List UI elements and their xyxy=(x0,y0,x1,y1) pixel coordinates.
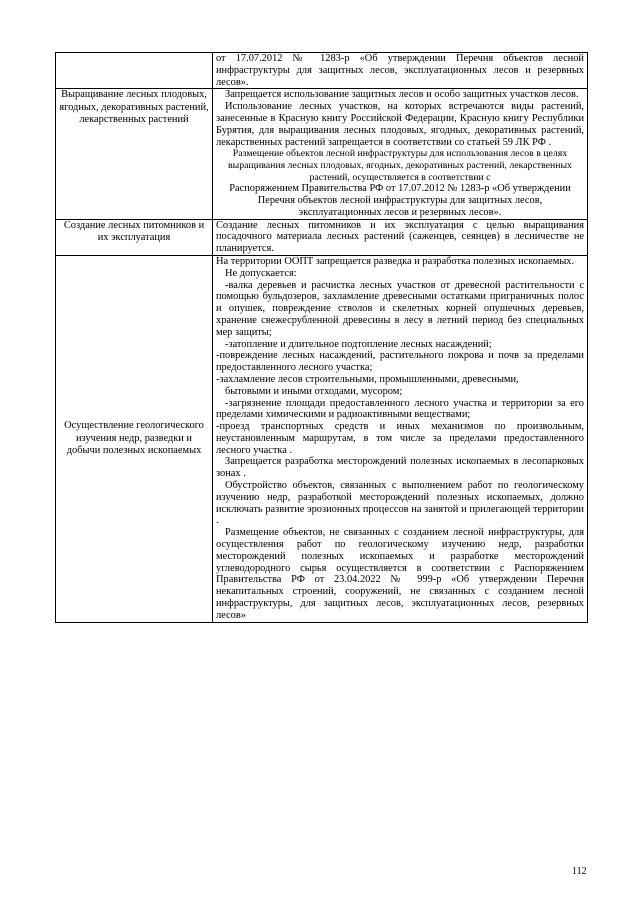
activity-cell xyxy=(56,53,213,89)
table-row xyxy=(56,89,588,219)
page-number: 112 xyxy=(572,866,587,877)
rule-paragraph: Обустройство объектов, связанных с выполнением работ по геологическому изучению недр, разработкой месторождений полезных ископаемых, должно исключать развитие эрозионных процессов на занятой и прилегающей территории . xyxy=(216,480,584,527)
rules-cell xyxy=(213,255,588,622)
activity-cell: Создание лесных питомников и их эксплуатация xyxy=(56,219,213,255)
rule-paragraph: Распоряжением Правительства РФ от 17.07.2012 № 1283-р «Об утверждении Перечня объектов лесной инфраструктуры для защитных лесов, эксплуатационных лесов и резервных лесов». xyxy=(229,183,571,218)
rule-paragraph: -проезд транспортных средств и иных механизмов по произвольным, неустановленным маршрутам, в том числе за пределами предоставленного лесного участка . xyxy=(216,421,584,456)
rule-paragraph: Не допускается: xyxy=(225,267,297,279)
table-row xyxy=(56,255,588,622)
regulations-table xyxy=(55,52,588,623)
rule-paragraph: Запрещается разработка месторождений полезных ископаемых в лесопарковых зонах . xyxy=(216,456,584,480)
rule-paragraph: Создание лесных питомников и их эксплуатация с целью выращивания посадочного материала лесных растений (саженцев, сеянцев) в лесничестве не планируется. xyxy=(216,219,584,255)
rule-paragraph: -захламление лесов строительными, промышленными, древесными, xyxy=(216,373,519,385)
rule-paragraph: Размещение объектов лесной инфраструктуры для использования лесов в целях выращивания лесных плодовых, ягодных, декоративных растений, лекарственных растений, осуществляется в соответствии с xyxy=(228,148,572,183)
rule-paragraph: Размещение объектов, не связанных с созданием лесной инфраструктуры, для осуществления работ по геологическому изучению недр, разработки месторождений полезных ископаемых и разработке месторождений углеводородного сырья осуществляется в соответствии с Распоряжением Правительства РФ от 23.04.2022 № 999-р «Об утверждении Перечня некапитальных строений, сооружений, не связанных с созданием лесной инфраструктуры, для защитных лесов, эксплуатационных лесов, резервных лесов» xyxy=(216,527,584,621)
table-row xyxy=(56,219,588,255)
table-row xyxy=(56,53,588,89)
rule-paragraph: от 17.07.2012 № 1283-р «Об утверждении Перечня объектов лесной инфраструктуры для защитных лесов, эксплуатационных лесов и резервных лесов». xyxy=(216,53,584,88)
activity-cell: Осуществление геологического изучения недр, разведки и добычи полезных ископаемых xyxy=(56,255,213,622)
rule-paragraph: бытовыми и иными отходами, мусором; xyxy=(225,385,403,397)
rule-paragraph: -валка деревьев и расчистка лесных участков от древесной растительности с помощью бульдозеров, захламление древесными остатками приграничных полос и опушек, повреждение стволов и скелетных корней опушечных деревьев, хранение свежесрубленной древесины в лесу в летний период без специальных мер защиты; xyxy=(216,279,584,338)
rule-paragraph: -повреждение лесных насаждений, растительного покрова и почв за пределами предоставленного лесного участка; xyxy=(216,350,584,374)
rule-paragraph: На территории ООПТ запрещается разведка и разработка полезных ископаемых. xyxy=(216,255,575,267)
rules-cell xyxy=(213,219,588,255)
rule-paragraph: Запрещается использование защитных лесов и особо защитных участков лесов. xyxy=(225,89,579,101)
rule-paragraph: -загрязнение площади предоставленного лесного участка и территории за его пределами химическими и радиоактивными веществами; xyxy=(216,397,584,421)
rule-paragraph: Использование лесных участков, на которых встречаются виды растений, занесенные в Красную книгу Российской Федерации, Красную книгу Республики Бурятия, для выращивания лесных плодовых, ягодных, декоративных растений, лекарственных растений запрещается в соответствии со статьей 59 ЛК РФ . xyxy=(216,101,584,148)
rule-paragraph: -затопление и длительное подтопление лесных насаждений; xyxy=(225,338,492,350)
activity-cell: Выращивание лесных плодовых, ягодных, декоративных растений, лекарственных растений xyxy=(56,89,213,219)
rules-cell xyxy=(213,53,588,89)
rules-cell xyxy=(213,89,588,219)
